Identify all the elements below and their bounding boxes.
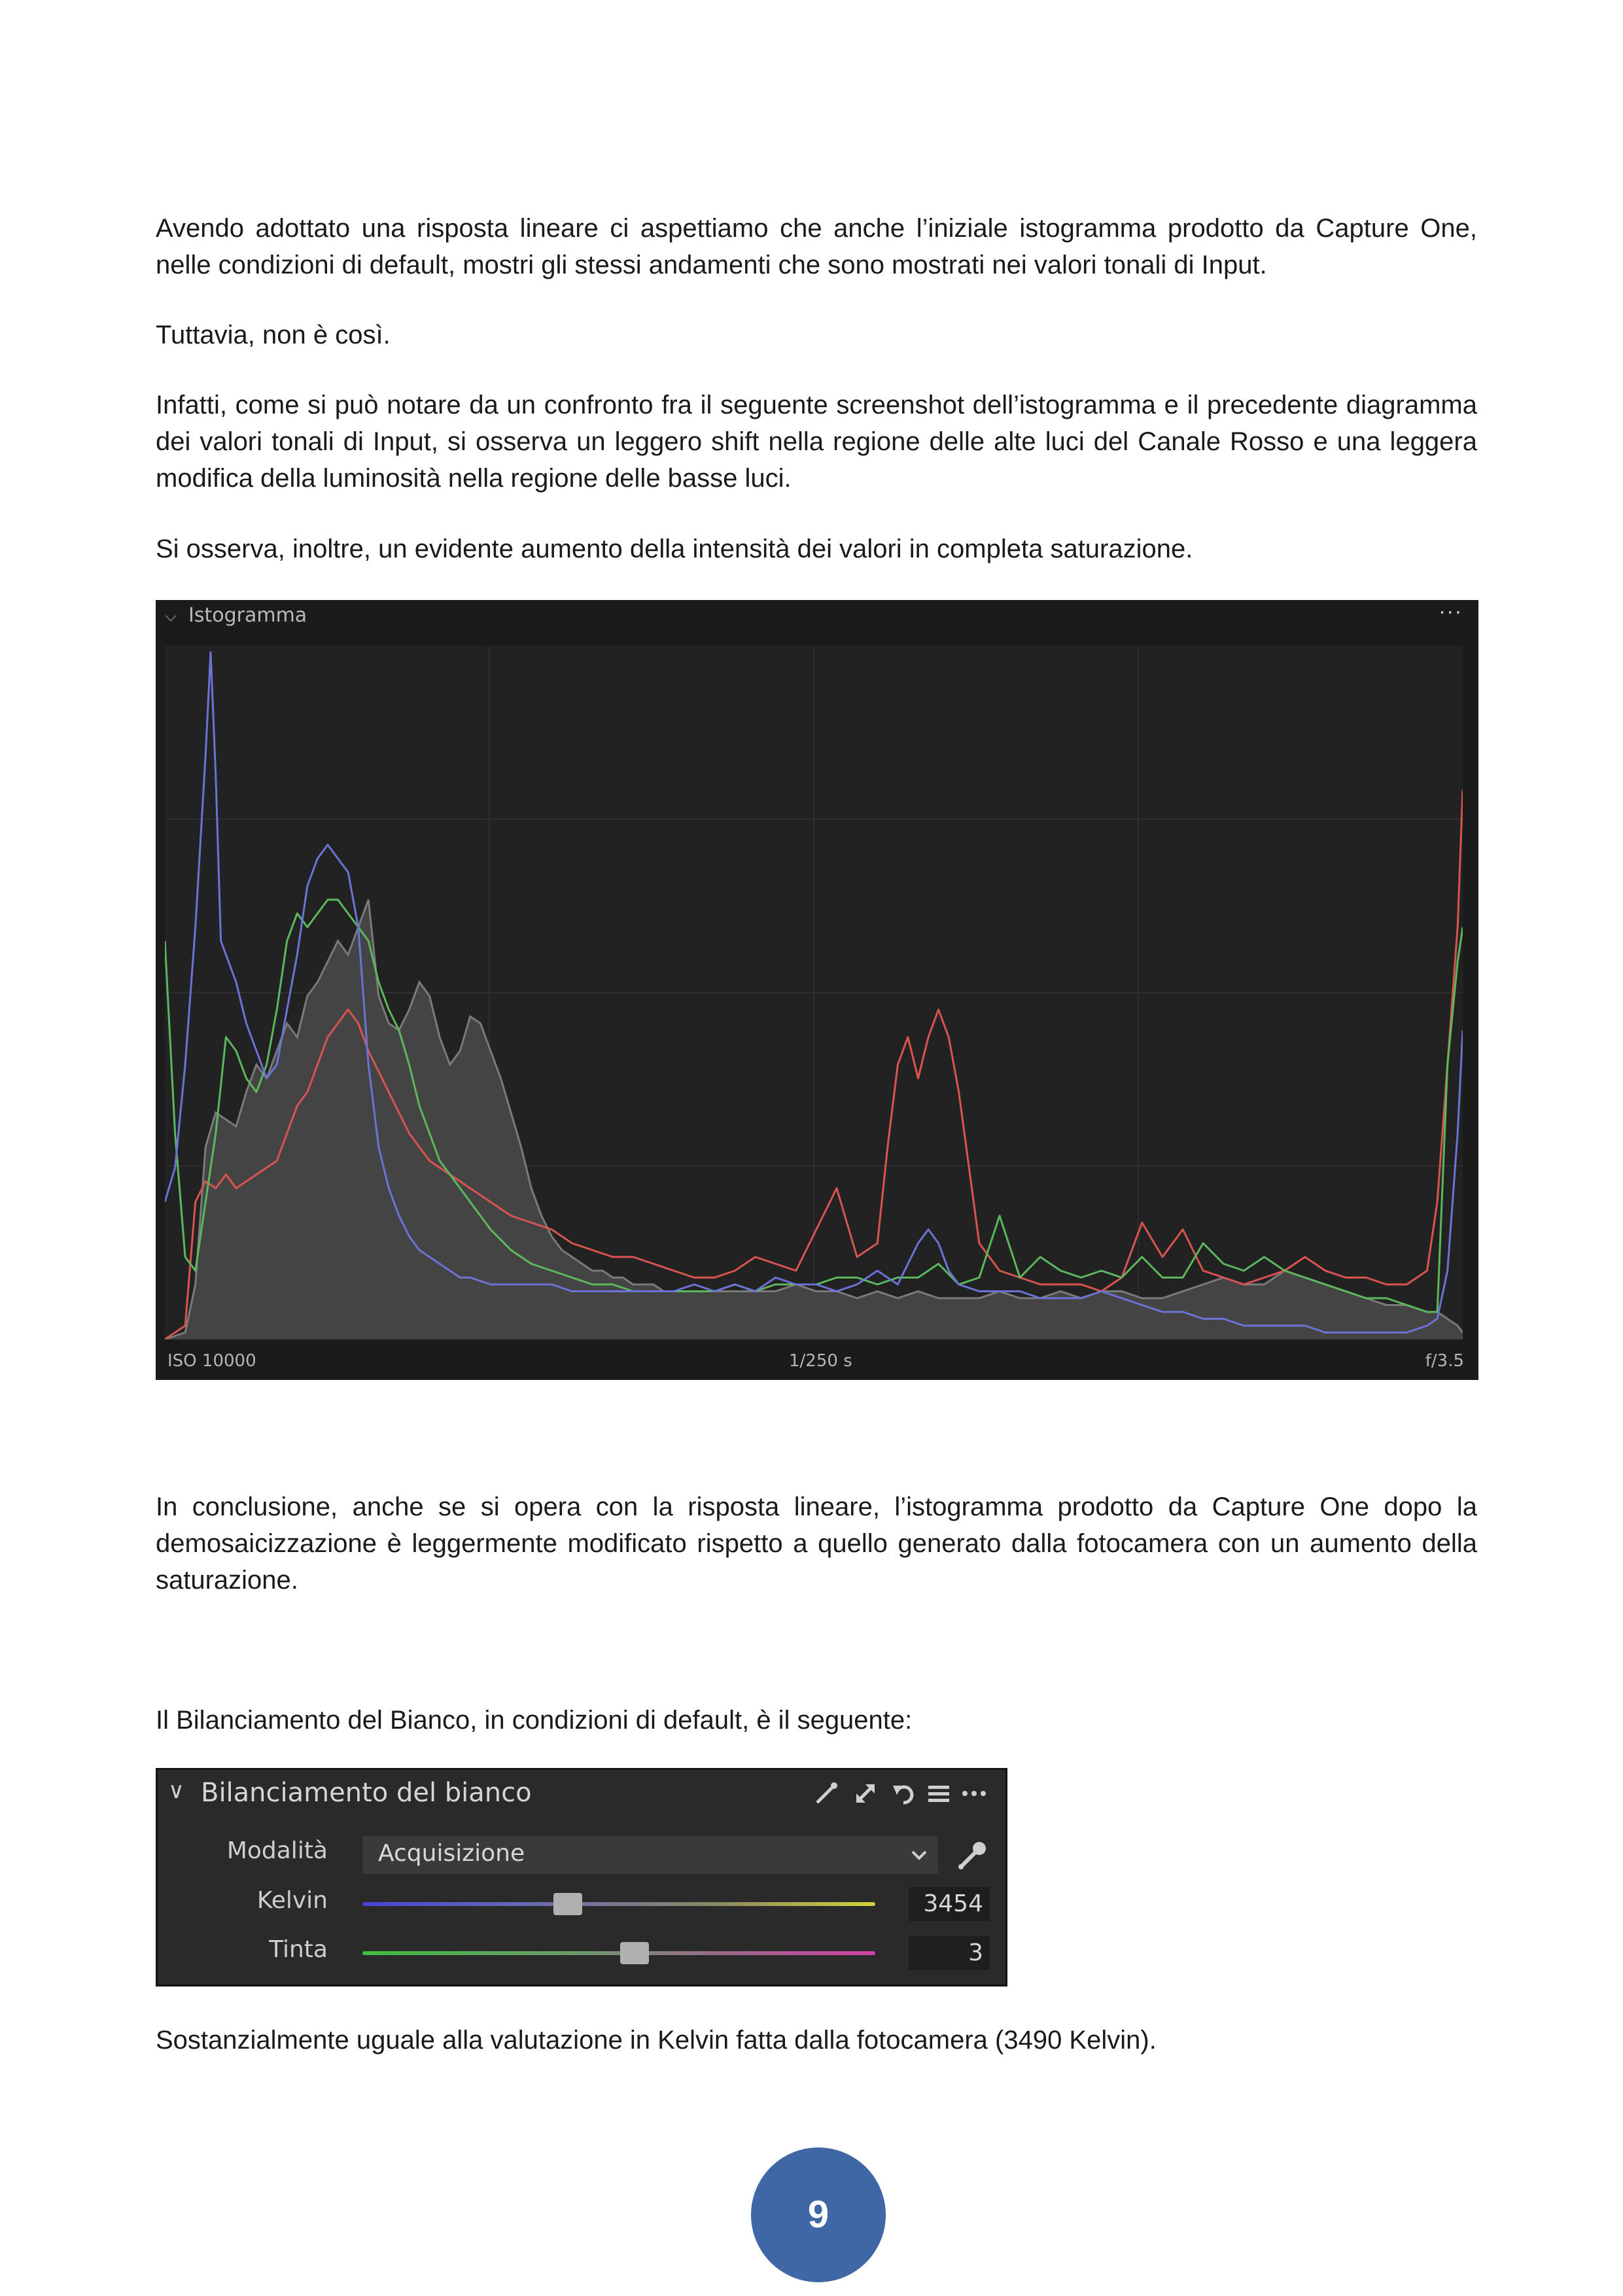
picker-icon[interactable] xyxy=(812,1779,841,1808)
mode-select[interactable] xyxy=(362,1836,938,1874)
histogram-panel xyxy=(156,600,1478,1380)
chevron-down-icon[interactable]: ∨ xyxy=(168,1778,184,1804)
paragraph-bilanciamento: Il Bilanciamento del Bianco, in condizioni di default, è il seguente: xyxy=(156,1706,913,1735)
histogram-title: Istogramma xyxy=(188,604,307,627)
paragraph-intro: Avendo adottato una risposta lineare ci aspettiamo che anche l’iniziale istogramma prodotto da Capture One, nelle condizioni di default, mostri gli stessi andamenti che sono mostrati nei valori tonali di Input. xyxy=(156,214,1477,279)
tint-label: Tinta xyxy=(269,1936,328,1963)
kelvin-slider-handle[interactable] xyxy=(553,1893,582,1915)
paragraph-conclusione: In conclusione, anche se si opera con la risposta lineare, l’istogramma prodotto da Capture One dopo la demosaicizzazione è leggermente modificato rispetto a quello generato dalla fotocamera con un aumento della saturazione. xyxy=(156,1492,1477,1595)
chevron-down-icon[interactable]: ⌵ xyxy=(165,607,177,625)
kelvin-slider[interactable] xyxy=(362,1902,875,1906)
more-options-icon[interactable]: ··· xyxy=(1439,600,1463,625)
tint-slider[interactable] xyxy=(362,1951,875,1955)
white-balance-panel xyxy=(156,1768,1007,1987)
chevron-down-icon xyxy=(909,1845,929,1865)
eyedropper-icon[interactable] xyxy=(954,1837,991,1873)
paragraph-infatti: Infatti, come si può notare da un confronto fra il seguente screenshot dell’istogramma e il precedente diagramma dei valori tonali di Input, si osserva un leggero shift nella regione delle alte luci del Canale Rosso e una leggera modifica della luminosità nella regione delle basse luci. xyxy=(156,391,1477,493)
more-options-icon[interactable] xyxy=(960,1779,988,1808)
reset-icon[interactable] xyxy=(889,1779,918,1808)
tint-input[interactable]: 3 xyxy=(909,1936,990,1970)
expand-icon[interactable] xyxy=(851,1779,880,1808)
mode-label: Modalità xyxy=(226,1837,328,1864)
shutter-readout: 1/250 s xyxy=(789,1351,852,1371)
kelvin-label: Kelvin xyxy=(256,1887,328,1914)
paragraph-tuttavia: Tuttavia, non è così. xyxy=(156,321,391,349)
kelvin-input[interactable]: 3454 xyxy=(909,1887,990,1921)
histogram-chart xyxy=(165,646,1463,1339)
menu-icon[interactable] xyxy=(924,1779,953,1808)
aperture-readout: f/3.5 xyxy=(1425,1351,1464,1371)
paragraph-sostanzialmente: Sostanzialmente uguale alla valutazione in Kelvin fatta dalla fotocamera (3490 Kelvin). xyxy=(156,2026,1157,2055)
paragraph-saturazione: Si osserva, inoltre, un evidente aumento della intensità dei valori in completa saturazione. xyxy=(156,535,1193,563)
white-balance-title: Bilanciamento del bianco xyxy=(201,1778,532,1808)
tint-slider-handle[interactable] xyxy=(620,1942,649,1964)
histogram-header[interactable] xyxy=(156,600,1478,634)
page-number: 9 xyxy=(751,2147,886,2282)
mode-value: Acquisizione xyxy=(378,1840,525,1867)
iso-readout: ISO 10000 xyxy=(167,1351,256,1371)
